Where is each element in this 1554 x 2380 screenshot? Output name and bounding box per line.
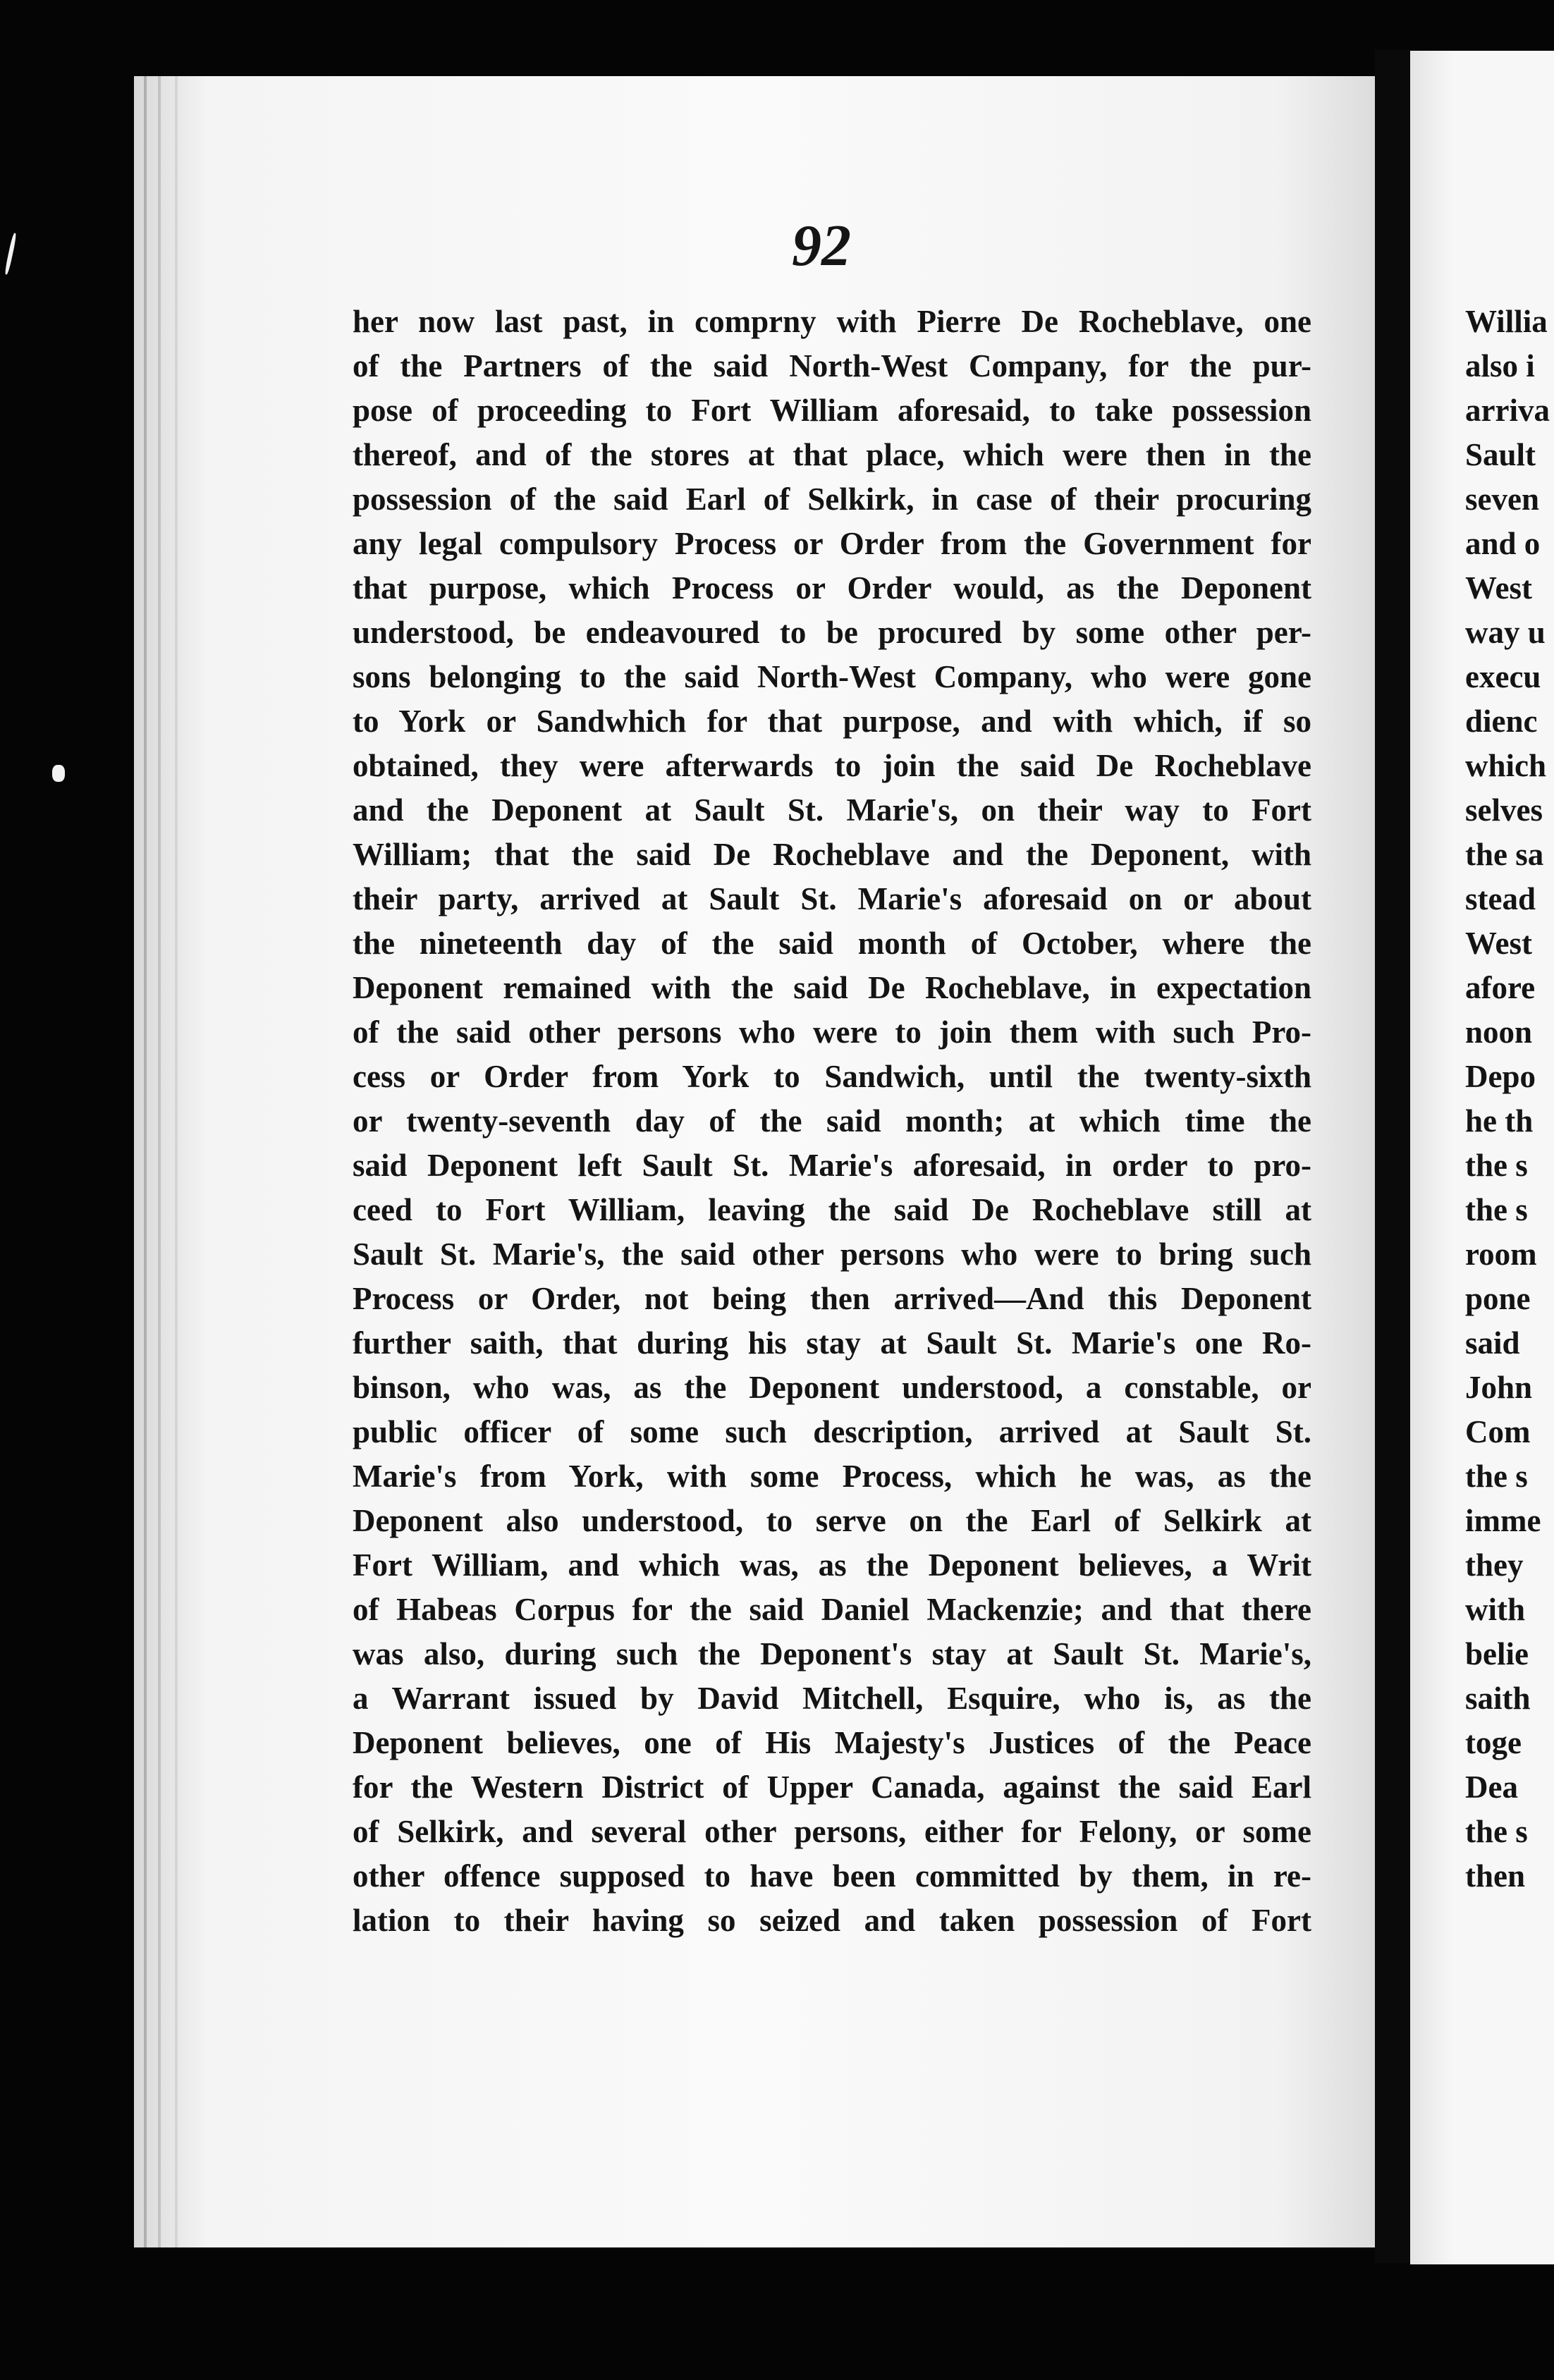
- text-fragment: the s: [1465, 1192, 1528, 1227]
- text-line: thereof, and of the stores at that place, which were then in the: [353, 437, 1311, 472]
- text-fragment: dienc: [1465, 704, 1538, 739]
- text-fragment: imme: [1465, 1503, 1541, 1538]
- text-fragment: belie: [1465, 1636, 1529, 1671]
- text-line: that purpose, which Process or Order would, as the Deponent: [353, 570, 1311, 606]
- text-fragment: said: [1465, 1325, 1520, 1361]
- text-fragment: with: [1465, 1592, 1526, 1627]
- text-fragment: way u: [1465, 615, 1546, 650]
- text-line: Deponent believes, one of His Majesty's Justices of the Peace: [353, 1725, 1311, 1760]
- text-fragment: toge: [1465, 1725, 1522, 1760]
- text-fragment: stead: [1465, 881, 1536, 916]
- text-fragment: John: [1465, 1370, 1533, 1405]
- text-fragment: also i: [1465, 348, 1535, 384]
- text-line: any legal compulsory Process or Order from the Government for: [353, 526, 1311, 561]
- text-line: William; that the said De Rocheblave and the Deponent, with: [353, 837, 1311, 872]
- text-line: the nineteenth day of the said month of October, where the: [353, 926, 1311, 961]
- text-line: further saith, that during his stay at Sault St. Marie's one Ro-: [353, 1325, 1311, 1361]
- text-fragment: Sault: [1465, 437, 1536, 472]
- text-line: was also, during such the Deponent's stay at Sault St. Marie's,: [353, 1636, 1311, 1671]
- text-fragment: the s: [1465, 1814, 1528, 1849]
- text-line: ceed to Fort William, leaving the said De Rocheblave still at: [353, 1192, 1311, 1227]
- text-fragment: Willia: [1465, 304, 1548, 339]
- text-line: possession of the said Earl of Selkirk, in case of their procuring: [353, 481, 1311, 517]
- text-fragment: which: [1465, 748, 1547, 783]
- text-fragment: seven: [1465, 481, 1539, 517]
- text-fragment: Depo: [1465, 1059, 1536, 1094]
- text-line: of Selkirk, and several other persons, either for Felony, or some: [353, 1814, 1311, 1849]
- text-line: for the Western District of Upper Canada, against the said Earl: [353, 1769, 1311, 1805]
- binding-line: [175, 76, 178, 2247]
- text-fragment: execu: [1465, 659, 1541, 694]
- text-fragment: the s: [1465, 1459, 1528, 1494]
- text-line: her now last past, in comprny with Pierre De Rocheblave, one: [353, 304, 1311, 339]
- text-fragment: he th: [1465, 1103, 1534, 1139]
- text-line: other offence supposed to have been committed by them, in re-: [353, 1858, 1311, 1894]
- text-line: understood, be endeavoured to be procured by some other per-: [353, 615, 1311, 650]
- text-line: or twenty-seventh day of the said month; at which time the: [353, 1103, 1311, 1139]
- page-number: 92: [792, 213, 851, 278]
- text-fragment: arriva: [1465, 393, 1550, 428]
- text-line: their party, arrived at Sault St. Marie's aforesaid on or about: [353, 881, 1311, 916]
- text-fragment: and o: [1465, 526, 1541, 561]
- text-line: Deponent remained with the said De Rocheblave, in expectation: [353, 970, 1311, 1005]
- text-fragment: selves: [1465, 792, 1543, 828]
- text-line: to York or Sandwhich for that purpose, and with which, if so: [353, 704, 1311, 739]
- text-line: Sault St. Marie's, the said other persons who were to bring such: [353, 1237, 1311, 1272]
- text-fragment: West: [1465, 926, 1532, 961]
- text-fragment: saith: [1465, 1681, 1531, 1716]
- text-line: a Warrant issued by David Mitchell, Esquire, who is, as the: [353, 1681, 1311, 1716]
- text-line: lation to their having so seized and taken possession of Fort: [353, 1903, 1311, 1938]
- text-line: Marie's from York, with some Process, which he was, as the: [353, 1459, 1311, 1494]
- text-line: of Habeas Corpus for the said Daniel Mackenzie; and that there: [353, 1592, 1311, 1627]
- text-fragment: pone: [1465, 1281, 1531, 1316]
- text-fragment: Com: [1465, 1414, 1531, 1449]
- binding-line: [144, 76, 147, 2247]
- left-page-text: [353, 300, 1311, 1943]
- text-line: and the Deponent at Sault St. Marie's, on their way to Fort: [353, 792, 1311, 828]
- binding-line: [158, 76, 161, 2247]
- text-line: pose of proceeding to Fort William aforesaid, to take possession: [353, 393, 1311, 428]
- text-fragment: Dea: [1465, 1769, 1518, 1805]
- text-fragment: they: [1465, 1547, 1524, 1583]
- page-gutter: [1375, 49, 1410, 2263]
- right-page-text: [1465, 300, 1554, 1899]
- text-fragment: West: [1465, 570, 1532, 606]
- text-line: obtained, they were afterwards to join the said De Rocheblave: [353, 748, 1311, 783]
- text-line: said Deponent left Sault St. Marie's aforesaid, in order to pro-: [353, 1148, 1311, 1183]
- text-line: Deponent also understood, to serve on the Earl of Selkirk at: [353, 1503, 1311, 1538]
- text-line: public officer of some such description, arrived at Sault St.: [353, 1414, 1311, 1449]
- stray-mark-left-mid: [52, 765, 65, 782]
- text-fragment: noon: [1465, 1014, 1533, 1050]
- text-fragment: the s: [1465, 1148, 1528, 1183]
- text-line: Fort William, and which was, as the Deponent believes, a Writ: [353, 1547, 1311, 1583]
- text-line: of the said other persons who were to join them with such Pro-: [353, 1014, 1311, 1050]
- text-line: Process or Order, not being then arrived—And this Deponent: [353, 1281, 1311, 1316]
- text-line: cess or Order from York to Sandwich, until the twenty-sixth: [353, 1059, 1311, 1094]
- text-fragment: the sa: [1465, 837, 1544, 872]
- text-fragment: afore: [1465, 970, 1536, 1005]
- text-fragment: room: [1465, 1237, 1537, 1272]
- text-fragment: then: [1465, 1858, 1526, 1894]
- text-line: binson, who was, as the Deponent understood, a constable, or: [353, 1370, 1311, 1405]
- text-line: of the Partners of the said North-West Company, for the pur-: [353, 348, 1311, 384]
- text-line: sons belonging to the said North-West Company, who were gone: [353, 659, 1311, 694]
- stray-mark-left-top: [4, 233, 17, 275]
